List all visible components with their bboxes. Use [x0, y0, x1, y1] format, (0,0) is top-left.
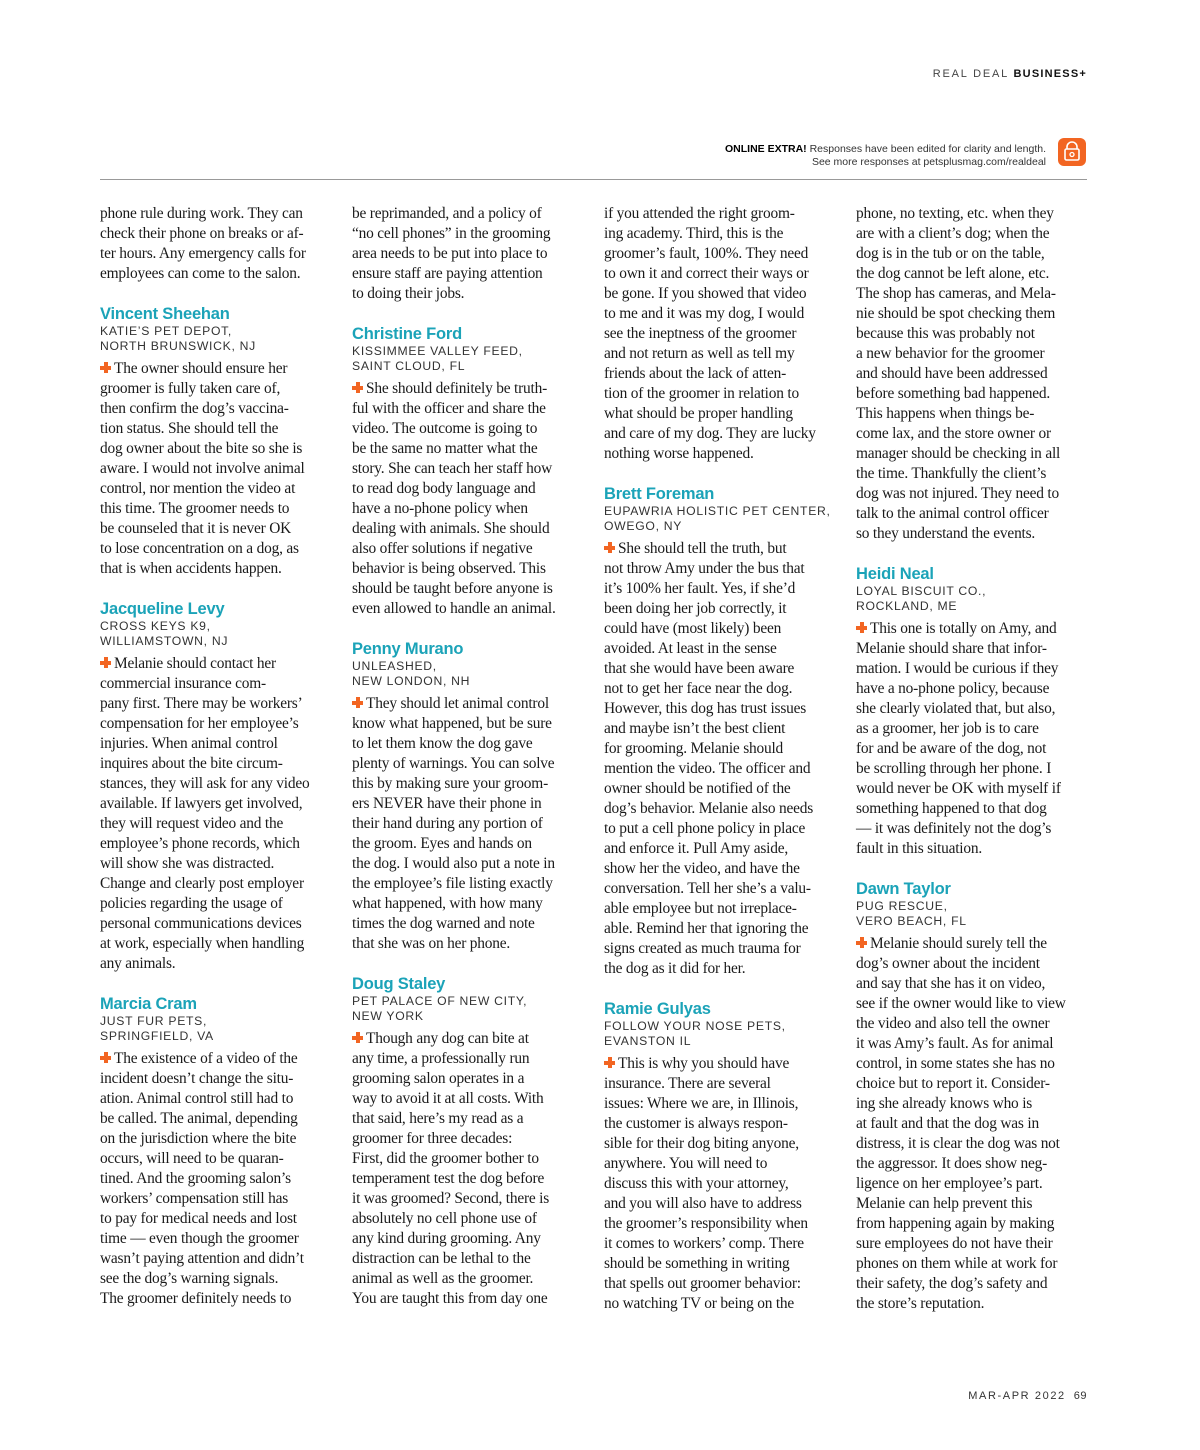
text-line: something happened to that dog	[856, 800, 1047, 817]
text-line: available. If lawyers get involved,	[100, 795, 303, 812]
text-line: this time. The groomer needs to	[100, 500, 290, 517]
text-line: any animals.	[100, 955, 176, 972]
text-line: EUPAWRIA HOLISTIC PET CENTER,	[604, 504, 831, 518]
text-line: The groomer definitely needs to	[100, 1290, 292, 1307]
text-line: plenty of warnings. You can solve	[352, 755, 555, 772]
continued-text	[856, 204, 1090, 544]
text-line: WILLIAMSTOWN, NJ	[100, 634, 229, 648]
text-line: Melanie should share that infor-	[856, 640, 1047, 657]
response-text	[100, 1049, 334, 1309]
business-location	[352, 344, 586, 374]
text-line: the customer is always respon-	[604, 1115, 788, 1132]
text-line: able employee but not irreplace-	[604, 900, 797, 917]
text-line: to lose concentration on a dog, as	[100, 540, 299, 557]
text-line: that said, here’s my read as a	[352, 1110, 524, 1127]
header-rule	[100, 179, 1087, 180]
text-line: personal communications devices	[100, 915, 302, 932]
text-line: she clearly violated that, but also,	[856, 700, 1056, 717]
text-line: dog’s behavior. Melanie also needs	[604, 800, 814, 817]
text-line: and maybe isn’t the best client	[604, 720, 786, 737]
text-line: groomer’s fault, 100%. They need	[604, 245, 809, 262]
text-line: workers’ compensation still has	[100, 1190, 288, 1207]
text-line: signs created as much trauma for	[604, 940, 801, 957]
text-line: know what happened, but be sure	[352, 715, 552, 732]
respondent-name: Ramie Gulyas	[604, 1000, 711, 1018]
text-line: tion of the groomer in relation to	[604, 385, 799, 402]
text-line: video. The outcome is going to	[352, 420, 538, 437]
text-line: owner should be notified of the	[604, 780, 791, 797]
text-line: it’s 100% her fault. Yes, if she’d	[604, 580, 796, 597]
respondent-name: Jacqueline Levy	[100, 600, 225, 618]
respondent-name: Marcia Cram	[100, 995, 197, 1013]
business-location	[856, 899, 1090, 929]
text-line: and should have been addressed	[856, 365, 1048, 382]
text-line: phone, no texting, etc. when they	[856, 205, 1054, 222]
online-extra-note	[725, 143, 1046, 169]
text-line: PET PALACE OF NEW CITY,	[352, 994, 528, 1008]
business-location	[352, 994, 586, 1024]
text-line: SAINT CLOUD, FL	[352, 359, 466, 373]
business-location	[604, 504, 838, 534]
text-line: been doing her job correctly, it	[604, 600, 787, 617]
text-line: animal as well as the groomer.	[352, 1270, 534, 1287]
text-line: She should tell the truth, but	[618, 540, 787, 557]
text-line: then confirm the dog’s vaccina-	[100, 400, 289, 417]
text-line: to doing their jobs.	[352, 285, 465, 302]
text-line: control, in some states she has no	[856, 1055, 1055, 1072]
business-location	[856, 584, 1090, 614]
text-line: it comes to workers’ comp. There	[604, 1235, 804, 1252]
business-location	[100, 619, 334, 649]
text-line: compensation for her employee’s	[100, 715, 299, 732]
text-line: and enforce it. Pull Amy aside,	[604, 840, 789, 857]
text-line: should be something in writing	[604, 1255, 790, 1272]
text-line: any kind during grooming. Any	[352, 1230, 541, 1247]
text-line: for and be aware of the dog, not	[856, 740, 1047, 757]
business-location	[100, 1014, 334, 1044]
text-line: mention the video. The officer and	[604, 760, 811, 777]
response-text	[352, 1029, 586, 1309]
text-line: She should definitely be truth-	[366, 380, 548, 397]
text-line: their safety, the dog’s safety and	[856, 1275, 1048, 1292]
text-line: This happens when things be-	[856, 405, 1035, 422]
text-line: on the jurisdiction where the bite	[100, 1130, 297, 1147]
text-line: “no cell phones” in the grooming	[352, 225, 551, 242]
text-line: that she would have been aware	[604, 660, 795, 677]
text-line: NORTH BRUNSWICK, NJ	[100, 339, 256, 353]
text-line: be counseled that it is never OK	[100, 520, 292, 537]
respondent-name: Brett Foreman	[604, 485, 715, 503]
text-line: the dog as it did for her.	[604, 960, 746, 977]
plus-icon	[856, 937, 867, 948]
text-line: ful with the officer and share the	[352, 400, 546, 417]
plus-icon	[352, 382, 363, 393]
plus-icon	[856, 622, 867, 633]
text-line: VERO BEACH, FL	[856, 914, 967, 928]
online-extra-line2: See more responses at petsplusmag.com/realdeal	[811, 156, 1046, 168]
text-line: occurs, will need to be quaran-	[100, 1150, 284, 1167]
text-line: dog is in the tub or on the table,	[856, 245, 1045, 262]
text-line: the store’s reputation.	[856, 1295, 985, 1312]
text-line: OWEGO, NY	[604, 519, 683, 533]
text-line: nothing worse happened.	[604, 445, 754, 462]
text-line: see the ineptness of the groomer	[604, 325, 797, 342]
issue-date: MAR-APR 2022	[968, 1390, 1066, 1402]
text-line: to read dog body language and	[352, 480, 536, 497]
text-line: it was groomed? Second, there is	[352, 1190, 550, 1207]
column-4	[856, 204, 1090, 1314]
text-line: have a no-phone policy, because	[856, 680, 1050, 697]
text-line: time — even though the groomer	[100, 1230, 299, 1247]
text-line: be called. The animal, depending	[100, 1110, 298, 1127]
text-line: fault in this situation.	[856, 840, 983, 857]
text-line: ROCKLAND, ME	[856, 599, 958, 613]
respondent-name: Christine Ford	[352, 325, 462, 343]
plus-icon	[352, 1032, 363, 1043]
text-line: groomer for three decades:	[352, 1130, 513, 1147]
text-line: to put a cell phone policy in place	[604, 820, 806, 837]
text-line: the time. Thankfully the client’s	[856, 465, 1047, 482]
text-line: it was Amy’s fault. As for animal	[856, 1035, 1054, 1052]
text-line: friends about the lack of atten-	[604, 365, 787, 382]
plus-icon	[604, 542, 615, 553]
text-line: Melanie should contact her	[114, 655, 276, 672]
section-header	[933, 68, 1087, 80]
text-line: talk to the animal control officer	[856, 505, 1049, 522]
page-number: 69	[1073, 1390, 1087, 1402]
plus-icon	[100, 657, 111, 668]
text-line: issues: Where we are, in Illinois,	[604, 1095, 799, 1112]
text-line: see the dog’s warning signals.	[100, 1270, 279, 1287]
text-line: This one is totally on Amy, and	[870, 620, 1057, 637]
text-line: conversation. Tell her she’s a valu-	[604, 880, 811, 897]
text-line: check their phone on breaks or af-	[100, 225, 304, 242]
business-location	[100, 324, 334, 354]
response-text	[604, 539, 838, 979]
plus-icon	[604, 1057, 615, 1068]
text-line: dog was not injured. They need to	[856, 485, 1059, 502]
text-line: could have (most likely) been	[604, 620, 782, 637]
response-text	[604, 1054, 838, 1314]
continued-text	[100, 204, 334, 284]
text-line: the groomer’s responsibility when	[604, 1215, 808, 1232]
text-line: This is why you should have	[618, 1055, 790, 1072]
text-line: from happening again by making	[856, 1215, 1055, 1232]
text-line: NEW YORK	[352, 1009, 424, 1023]
respondent-name: Doug Staley	[352, 975, 446, 993]
text-line: The shop has cameras, and Mela-	[856, 285, 1056, 302]
text-line: the video and also tell the owner	[856, 1015, 1050, 1032]
text-line: CROSS KEYS K9,	[100, 619, 211, 633]
text-line: the groom. Eyes and hands on	[352, 835, 532, 852]
text-line: Melanie can help prevent this	[856, 1195, 1033, 1212]
text-line: not throw Amy under the bus that	[604, 560, 805, 577]
text-line: dealing with animals. She should	[352, 520, 550, 537]
text-line: tined. And the grooming salon’s	[100, 1170, 291, 1187]
continued-text	[604, 204, 838, 464]
text-line: KISSIMMEE VALLEY FEED,	[352, 344, 523, 358]
text-line: for grooming. Melanie should	[604, 740, 784, 757]
text-line: would never be OK with myself if	[856, 780, 1061, 797]
text-line: the aggressor. It does show neg-	[856, 1155, 1048, 1172]
text-line: what happened, with how many	[352, 895, 543, 912]
text-line: be reprimanded, and a policy of	[352, 205, 542, 222]
text-line: see if the owner would like to view	[856, 995, 1066, 1012]
response-text	[100, 654, 334, 974]
text-line: and not return as well as tell my	[604, 345, 795, 362]
text-line: even allowed to handle an animal.	[352, 600, 556, 617]
response-text	[352, 694, 586, 954]
text-line: ation. Animal control still had to	[100, 1090, 294, 1107]
text-line: phones on them while at work for	[856, 1255, 1058, 1272]
text-line: as a groomer, her job is to care	[856, 720, 1039, 737]
text-line: they will request video and the	[100, 815, 284, 832]
response-text	[100, 359, 334, 579]
text-line: to own it and correct their ways or	[604, 265, 809, 282]
text-line: ing she already knows who is	[856, 1095, 1033, 1112]
text-line: distress, it is clear the dog was not	[856, 1135, 1060, 1152]
response-text	[856, 934, 1090, 1314]
text-line: distraction can be lethal to the	[352, 1250, 531, 1267]
text-line: pany first. There may be workers’	[100, 695, 303, 712]
text-line: behavior is being observed. This	[352, 560, 546, 577]
text-line: able. Remind her that ignoring the	[604, 920, 809, 937]
text-line: ensure staff are paying attention	[352, 265, 543, 282]
online-extra-line1: Responses have been edited for clarity and length.	[809, 143, 1046, 155]
text-line: and say that she has it on video,	[856, 975, 1046, 992]
text-line: because this was probably not	[856, 325, 1035, 342]
response-text	[352, 379, 586, 619]
continued-text	[352, 204, 586, 304]
text-line: policies regarding the usage of	[100, 895, 283, 912]
business-location	[604, 1019, 838, 1049]
text-line: their hand during any portion of	[352, 815, 543, 832]
text-line: ing academy. Third, this is the	[604, 225, 784, 242]
text-line: that she was on her phone.	[352, 935, 511, 952]
text-line: anywhere. You will need to	[604, 1155, 768, 1172]
text-line: no watching TV or being on the	[604, 1295, 795, 1312]
text-line: employees can come to the salon.	[100, 265, 301, 282]
text-line: — it was definitely not the dog’s	[856, 820, 1052, 837]
text-line: SPRINGFIELD, VA	[100, 1029, 214, 1043]
text-line: should be taught before anyone is	[352, 580, 553, 597]
text-line: dog owner about the bite so she is	[100, 440, 303, 457]
text-line: choice but to report it. Consider-	[856, 1075, 1050, 1092]
text-line: groomer is fully taken care of,	[100, 380, 281, 397]
text-line: You are taught this from day one	[352, 1290, 548, 1307]
text-line: FOLLOW YOUR NOSE PETS,	[604, 1019, 786, 1033]
text-line: dog’s owner about the incident	[856, 955, 1040, 972]
respondent-name: Vincent Sheehan	[100, 305, 230, 323]
text-line: are with a client’s dog; when the	[856, 225, 1050, 242]
text-line: UNLEASHED,	[352, 659, 437, 673]
text-line: be scrolling through her phone. I	[856, 760, 1052, 777]
text-line: what should be proper handling	[604, 405, 793, 422]
text-line: Change and clearly post employer	[100, 875, 304, 892]
respondent-name: Dawn Taylor	[856, 880, 951, 898]
text-line: NEW LONDON, NH	[352, 674, 471, 688]
text-line: to let them know the dog gave	[352, 735, 533, 752]
text-line: at work, especially when handling	[100, 935, 305, 952]
plus-icon	[100, 1052, 111, 1063]
text-line: if you attended the right groom-	[604, 205, 795, 222]
plus-icon	[100, 362, 111, 373]
text-line: this by making sure your groom-	[352, 775, 548, 792]
text-line: Melanie should surely tell the	[870, 935, 1047, 952]
text-line: The owner should ensure her	[114, 360, 288, 377]
text-line: way to avoid it at all costs. With	[352, 1090, 544, 1107]
business-location	[352, 659, 586, 689]
text-line: avoided. At least in the sense	[604, 640, 777, 657]
text-line: that spells out groomer behavior:	[604, 1275, 801, 1292]
text-line: before something bad happened.	[856, 385, 1051, 402]
column-3	[604, 204, 838, 1314]
text-line: PUG RESCUE,	[856, 899, 948, 913]
text-line: that is when accidents happen.	[100, 560, 282, 577]
text-line: come lax, and the store owner or	[856, 425, 1051, 442]
respondent-name: Heidi Neal	[856, 565, 934, 583]
text-line: KATIE’S PET DEPOT,	[100, 324, 233, 338]
text-line: First, did the groomer bother to	[352, 1150, 539, 1167]
text-line: injuries. When animal control	[100, 735, 278, 752]
text-line: at fault and that the dog was in	[856, 1115, 1039, 1132]
text-line: so they understand the events.	[856, 525, 1036, 542]
text-line: inquires about the bite circum-	[100, 755, 283, 772]
text-line: phone rule during work. They can	[100, 205, 303, 222]
text-line: absolutely no cell phone use of	[352, 1210, 537, 1227]
text-line: times the dog warned and note	[352, 915, 535, 932]
text-line: However, this dog has trust issues	[604, 700, 807, 717]
text-line: the dog. I would also put a note in	[352, 855, 555, 872]
text-line: ter hours. Any emergency calls for	[100, 245, 306, 262]
text-line: and care of my dog. They are lucky	[604, 425, 816, 442]
text-line: the employee’s file listing exactly	[352, 875, 553, 892]
text-line: commercial insurance com-	[100, 675, 266, 692]
text-line: the dog cannot be left alone, etc.	[856, 265, 1050, 282]
text-line: stances, they will ask for any video	[100, 775, 310, 792]
text-line: discuss this with your attorney,	[604, 1175, 789, 1192]
column-1	[100, 204, 334, 1309]
text-line: EVANSTON IL	[604, 1034, 692, 1048]
text-line: Though any dog can bite at	[366, 1030, 529, 1047]
text-line: LOYAL BISCUIT CO.,	[856, 584, 987, 598]
text-line: to me and it was my dog, I would	[604, 305, 805, 322]
text-line: employee’s phone records, which	[100, 835, 300, 852]
text-line: ligence on her employee’s part.	[856, 1175, 1043, 1192]
text-line: insurance. There are several	[604, 1075, 771, 1092]
text-line: nie should be spot checking them	[856, 305, 1056, 322]
text-line: wasn’t paying attention and didn’t	[100, 1250, 304, 1267]
text-line: and you will also have to address	[604, 1195, 802, 1212]
plus-icon	[352, 697, 363, 708]
text-line: have a no-phone policy when	[352, 500, 528, 517]
text-line: not to get her face near the dog.	[604, 680, 793, 697]
online-extra-label: ONLINE EXTRA!	[725, 143, 807, 155]
text-line: temperament test the dog before	[352, 1170, 545, 1187]
section-label-bold: BUSINESS+	[1013, 68, 1087, 80]
text-line: a new behavior for the groomer	[856, 345, 1045, 362]
text-line: will show she was distracted.	[100, 855, 275, 872]
text-line: ers NEVER have their phone in	[352, 795, 542, 812]
shopping-bag-icon	[1058, 138, 1086, 166]
text-line: The existence of a video of the	[114, 1050, 298, 1067]
response-text	[856, 619, 1090, 859]
text-line: story. She can teach her staff how	[352, 460, 553, 477]
text-line: area needs to be put into place to	[352, 245, 548, 262]
text-line: any time, a professionally run	[352, 1050, 530, 1067]
text-line: be the same no matter what the	[352, 440, 538, 457]
text-line: They should let animal control	[366, 695, 549, 712]
text-line: to pay for medical needs and lost	[100, 1210, 297, 1227]
respondent-name: Penny Murano	[352, 640, 464, 658]
text-line: JUST FUR PETS,	[100, 1014, 208, 1028]
text-line: aware. I would not involve animal	[100, 460, 305, 477]
text-line: tion status. She should tell the	[100, 420, 279, 437]
text-line: mation. I would be curious if they	[856, 660, 1059, 677]
text-line: be gone. If you showed that video	[604, 285, 807, 302]
text-line: control, nor mention the video at	[100, 480, 296, 497]
text-line: also offer solutions if negative	[352, 540, 533, 557]
text-line: show her the video, and have the	[604, 860, 800, 877]
column-2	[352, 204, 586, 1309]
text-line: sible for their dog biting anyone,	[604, 1135, 799, 1152]
text-line: sure employees do not have their	[856, 1235, 1053, 1252]
section-label: REAL DEAL	[932, 68, 1009, 80]
text-line: manager should be checking in all	[856, 445, 1061, 462]
text-line: grooming salon operates in a	[352, 1070, 525, 1087]
page-footer	[968, 1390, 1087, 1402]
text-line: incident doesn’t change the situ-	[100, 1070, 294, 1087]
